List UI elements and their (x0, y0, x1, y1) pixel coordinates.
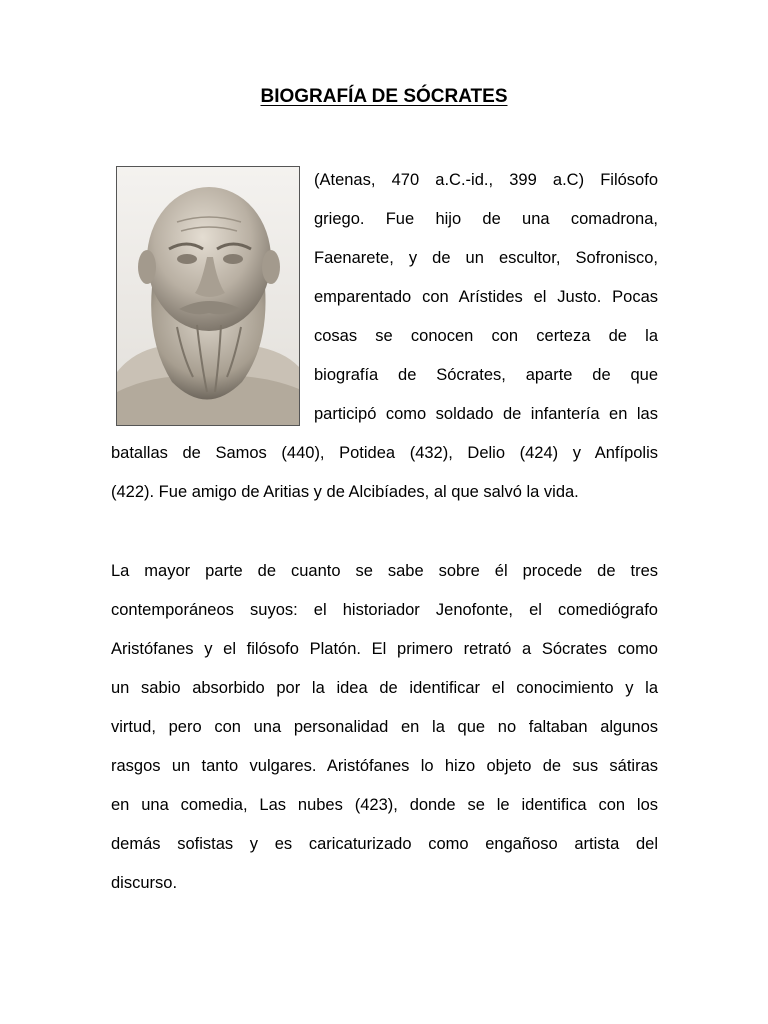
text-line: virtud, pero con una personalidad en la que no faltaban algunos (111, 718, 658, 736)
text-line: Aristófanes y el filósofo Platón. El primero retrató a Sócrates como (111, 640, 658, 658)
text-line: biografía de Sócrates, aparte de que (314, 366, 658, 384)
text-line: demás sofistas y es caricaturizado como engañoso artista del (111, 835, 658, 853)
text-line: griego. Fue hijo de una comadrona, (314, 210, 658, 228)
text-line: (422). Fue amigo de Aritias y de Alcibíades, al que salvó la vida. (111, 483, 579, 501)
page-title (0, 86, 768, 108)
text-line: batallas de Samos (440), Potidea (432), Delio (424) y Anfípolis (111, 444, 658, 462)
text-line: un sabio absorbido por la idea de identificar el conocimiento y la (111, 679, 658, 697)
socrates-bust-illustration (117, 167, 299, 425)
text-line: participó como soldado de infantería en las (314, 405, 658, 423)
intro-wrapped-text (314, 165, 658, 438)
text-line: La mayor parte de cuanto se sabe sobre él procede de tres (111, 562, 658, 580)
page-title-text: BIOGRAFÍA DE SÓCRATES (260, 86, 508, 107)
text-line: contemporáneos suyos: el historiador Jenofonte, el comediógrafo (111, 601, 658, 619)
intro-full-width-text (111, 438, 658, 516)
text-line: rasgos un tanto vulgares. Aristófanes lo hizo objeto de sus sátiras (111, 757, 658, 775)
paragraph-two (111, 556, 658, 907)
text-line: en una comedia, Las nubes (423), donde se le identifica con los (111, 796, 658, 814)
text-line: Faenarete, y de un escultor, Sofronisco, (314, 249, 658, 267)
text-line: (Atenas, 470 a.C.-id., 399 a.C) Filósofo (314, 171, 658, 189)
socrates-portrait (116, 166, 300, 426)
text-line: emparentado con Arístides el Justo. Pocas (314, 288, 658, 306)
text-line: cosas se conocen con certeza de la (314, 327, 658, 345)
text-line: discurso. (111, 874, 178, 892)
